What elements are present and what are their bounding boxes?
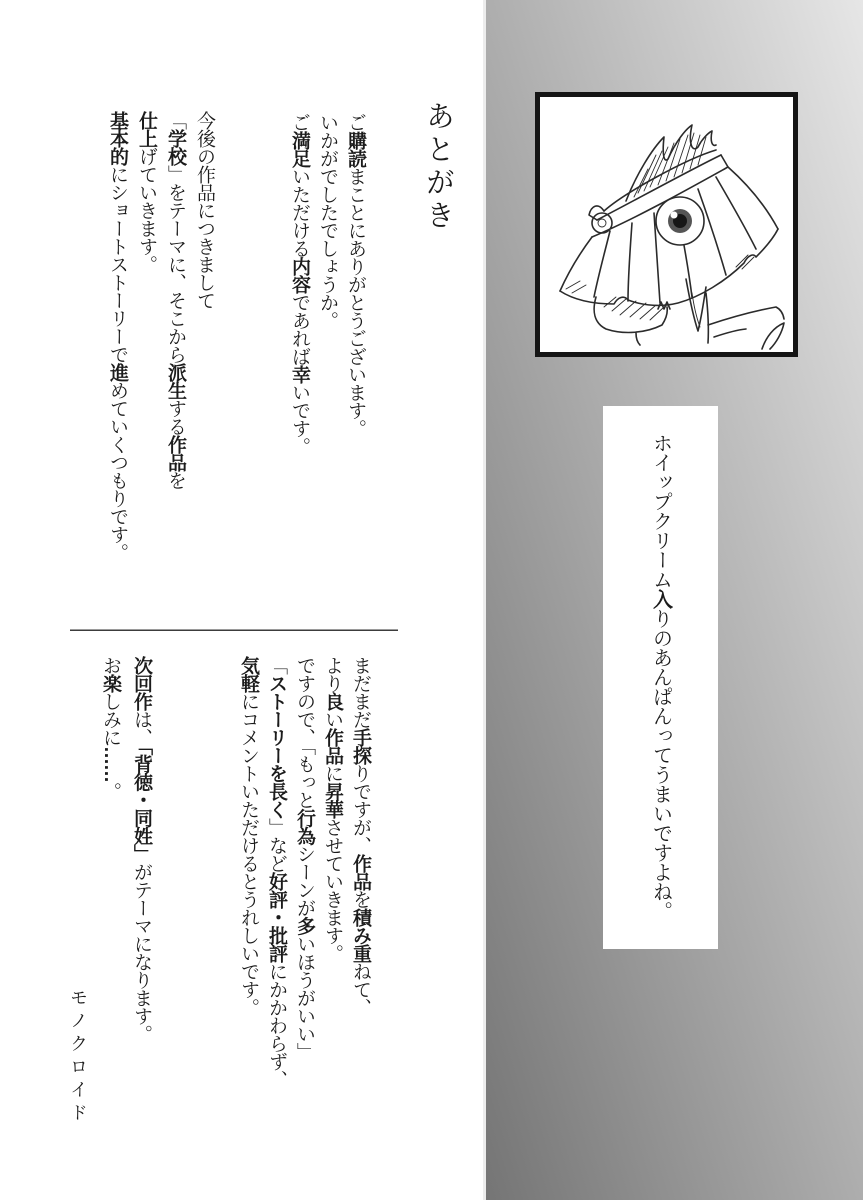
- text-column: ホイップクリーム入りのあんぱんってうまいですよね。: [649, 433, 672, 921]
- afterword-paragraph-thanks: [285, 113, 369, 483]
- afterword-paragraph-feedback: [234, 656, 374, 1106]
- afterword-paragraph-next-work: [95, 656, 157, 1086]
- text-column: ですので、「もっと行為シーンが多いほうがいい」: [294, 656, 315, 1061]
- text-column: 今後の作品につきまして: [194, 111, 215, 309]
- text-column: いかがでしたでしょうか。: [317, 113, 338, 329]
- text-column: まだまだ手探りですが、作品を積み重ねて、: [350, 656, 371, 1016]
- text-column: 次回作は、「背徳・同姓」がテーマになります。: [131, 656, 152, 1043]
- text-column: 「ストーリーを長く」など好評・批評にかかわらず、: [266, 656, 287, 1088]
- text-column: 気軽にコメントいただけるとうれしいです。: [238, 656, 259, 1016]
- text-column: お楽しみに……。: [100, 656, 121, 800]
- text-column: ご購読まことにありがとうございます。: [345, 113, 366, 437]
- text-column: 基本的にショートストーリーで進めていくつもりです。: [107, 111, 128, 561]
- text-column: より良い作品に昇華させていきます。: [322, 656, 343, 962]
- afterword-title: あとがき: [422, 101, 454, 233]
- illustration-frame: [535, 92, 798, 357]
- text-column: 「学校」をテーマに、そこから派生する作品を: [165, 111, 186, 489]
- side-note-text: [648, 406, 674, 921]
- author-signature: モノクロイド: [68, 988, 88, 1126]
- character-sketch: [540, 97, 793, 352]
- text-column: ご満足いただける内容であれば幸いです。: [289, 113, 310, 455]
- side-note-box: [603, 406, 718, 949]
- text-column: 仕上げていきます。: [136, 111, 157, 273]
- afterword-paragraph-future-works: [103, 111, 219, 611]
- section-divider: [70, 629, 398, 631]
